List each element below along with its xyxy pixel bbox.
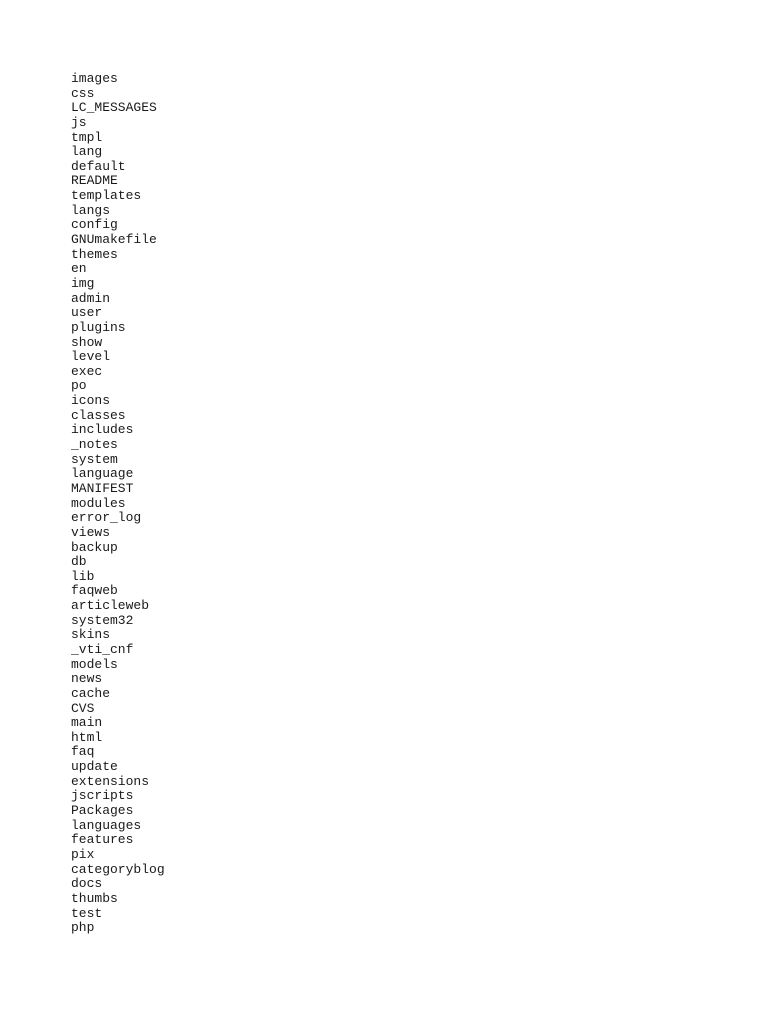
list-item: jscripts [71,788,134,804]
list-item: update [71,759,118,775]
list-item: skins [71,627,111,643]
list-item: img [71,275,95,291]
list-item: includes [71,422,134,438]
list-item: plugins [71,319,126,335]
list-item: config [71,217,118,233]
list-item: tmpl [71,129,103,145]
list-item: lang [71,144,103,160]
directory-listing [71,72,165,936]
list-item: system [71,451,118,467]
list-item: php [71,920,95,936]
list-item: system32 [71,612,134,628]
list-item: cache [71,685,111,701]
list-item: default [71,158,126,174]
list-item: classes [71,407,126,423]
list-item: articleweb [71,598,150,614]
list-item: views [71,524,111,540]
list-item: langs [71,202,111,218]
list-item: GNUmakefile [71,232,157,248]
list-item: thumbs [71,890,118,906]
list-item: languages [71,817,142,833]
list-item: error_log [71,510,142,526]
list-item: features [71,832,134,848]
list-item: pix [71,846,95,862]
list-item: _notes [71,437,118,453]
list-item: themes [71,246,118,262]
list-item: categoryblog [71,861,165,877]
list-item: extensions [71,773,150,789]
list-item: html [71,729,103,745]
list-item: Packages [71,803,134,819]
list-item: js [71,114,87,130]
list-item: test [71,905,103,921]
list-item: faq [71,744,95,760]
list-item: user [71,305,103,321]
list-item: main [71,715,103,731]
list-item: exec [71,363,103,379]
list-item: faqweb [71,583,118,599]
list-item: lib [71,568,95,584]
list-item: images [71,71,118,86]
list-item: LC_MESSAGES [71,100,157,116]
list-item: MANIFEST [71,480,134,496]
list-item: modules [71,495,126,511]
list-item: templates [71,188,142,204]
list-item: backup [71,539,118,555]
list-item: css [71,85,95,101]
list-item: en [71,261,87,277]
list-item: README [71,173,118,189]
list-item: news [71,671,103,687]
list-item: _vti_cnf [71,641,134,657]
list-item: show [71,334,103,350]
list-item: admin [71,290,111,306]
list-item: language [71,466,134,482]
list-item: models [71,656,118,672]
list-item: db [71,554,87,570]
list-item: level [71,349,111,365]
list-item: icons [71,393,111,409]
list-item: CVS [71,700,95,716]
list-item: po [71,378,87,394]
list-item: docs [71,876,103,892]
